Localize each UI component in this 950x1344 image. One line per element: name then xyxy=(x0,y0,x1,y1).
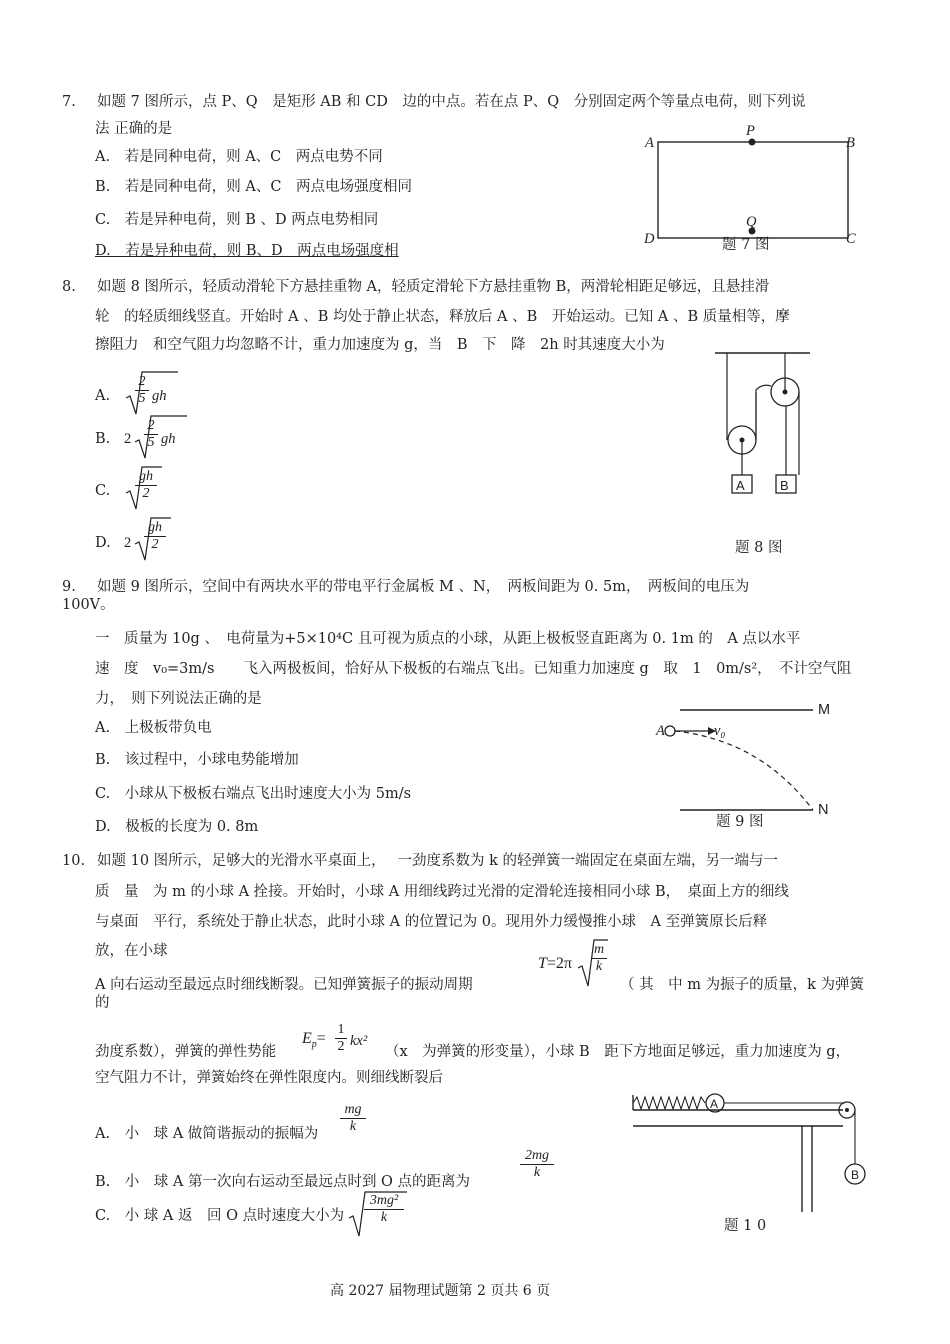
q10-stem-line5b: （ 其 中 m 为振子的质量，k 为弹簧 xyxy=(620,977,864,993)
q9-option-d: D. 极板的长度为 0. 8m xyxy=(95,819,259,835)
q10-period-formula: T=2π xyxy=(538,955,573,972)
q9-option-a: A. 上极板带负电 xyxy=(95,720,212,736)
q7-label-d: D xyxy=(644,231,655,247)
q10-stem-line1: 如题 10 图所示，足够大的光滑水平桌面上， 一劲度系数为 k 的轻弹簧一端固定在桌面左端，另一端与一 xyxy=(97,853,779,869)
q7-stem-line1: 如题 7 图所示，点 P、Q 是矩形 AB 和 CD 边的中点。若在点 P、Q 分别固定两个等量点电荷，则下列说 xyxy=(97,94,806,110)
q8-option-c-fraction: $\frac{gh}{2}$ xyxy=(135,469,157,502)
q10-stem-line6: 的 xyxy=(95,995,110,1011)
q9-number: 9. xyxy=(62,579,76,595)
q9-option-b: B. 该过程中，小球电势能增加 xyxy=(95,752,299,768)
q8-option-b-gh: gh xyxy=(161,431,176,447)
q10-period-fraction: $\frac{m}{k}$ xyxy=(591,942,607,975)
q10-option-b: B. 小 球 A 第一次向右运动至最远点时到 O 点的距离为 xyxy=(95,1174,471,1190)
q9-label-v0: v₀ xyxy=(714,723,726,739)
q10-option-a-fraction: $\frac{mg}{k}$ xyxy=(340,1102,366,1135)
q7-figure-caption: 题 7 图 xyxy=(722,237,770,253)
q7-label-a: A xyxy=(645,135,654,151)
q9-label-m: M xyxy=(818,702,831,718)
q10-label-a: A xyxy=(710,1097,719,1111)
q8-option-a-gh: gh xyxy=(152,388,167,404)
q9-stem-line4: 速 度 v₀=3m/s 飞入两极板间，恰好从下极板的右端点飞出。已知重力加速度 g 取 1 0m/s²， 不计空气阻 xyxy=(95,661,852,677)
q9-stem-line5: 力， 则下列说法正确的是 xyxy=(95,691,262,707)
q8-option-b-fraction: $\frac{2}{5}$ xyxy=(144,418,158,451)
q8-option-d-fraction: $\frac{gh}{2}$ xyxy=(144,520,166,553)
q9-figure-caption: 题 9 图 xyxy=(716,814,764,830)
q9-label-a: A xyxy=(656,723,665,739)
q10-number: 10. xyxy=(62,853,86,869)
q10-energy-tail: kx² xyxy=(350,1033,368,1049)
q9-option-c: C. 小球从下极板右端点飞出时速度大小为 5m/s xyxy=(95,786,412,802)
page-footer: 高 2027 届物理试题第 2 页共 6 页 xyxy=(330,1283,551,1299)
q8-label-a: A xyxy=(736,478,745,493)
q7-option-b: B. 若是同种电荷，则 A、C 两点电场强度相同 xyxy=(95,179,412,195)
q8-number: 8. xyxy=(62,279,76,295)
q10-option-c: C. 小 球 A 返 回 O 点时速度大小为 xyxy=(95,1208,345,1224)
q7-option-d: D. 若是异种电荷，则 B、D 两点电场强度相 xyxy=(95,243,399,259)
q10-stem-line3: 与桌面 平行，系统处于静止状态，此时小球 A 的位置记为 0。现用外力缓慢推小球 A 至弹簧原长后释 xyxy=(95,914,768,930)
q8-option-a-label: A. xyxy=(95,388,111,404)
q8-option-b-label: B. xyxy=(95,431,111,447)
q10-label-b: B xyxy=(851,1168,860,1182)
q7-number: 7. xyxy=(62,94,76,110)
q10-energy-formula-lhs: $E_p=$ xyxy=(302,1030,326,1051)
q9-figure-plates xyxy=(650,700,830,820)
q9-stem-line3: 一 质量为 10g 、 电荷量为+5×10⁴C 且可视为质点的小球，从距上极板竖直距离为 0. 1m 的 A 点以水平 xyxy=(95,631,801,647)
q8-option-a-fraction: $\frac{2}{5}$ xyxy=(135,374,149,407)
q7-stem-line2: 法 正确的是 xyxy=(95,121,173,137)
q10-energy-fraction: $\frac{1}{2}$ xyxy=(335,1022,347,1055)
q10-stem-line8: 空气阻力不计，弹簧始终在弹性限度内。则细线断裂后 xyxy=(95,1070,443,1086)
q8-option-d-coef: 2 xyxy=(124,535,132,551)
q8-option-b-coef: 2 xyxy=(124,431,132,447)
q8-figure-pulleys xyxy=(715,350,815,500)
q7-option-a: A. 若是同种电荷，则 A、C 两点电势不同 xyxy=(95,149,383,165)
q8-option-d-label: D. xyxy=(95,535,111,551)
q10-figure-caption: 题 1 0 xyxy=(724,1218,767,1234)
q10-stem-line2: 质 量 为 m 的小球 A 拴接。开始时，小球 A 用细线跨过光滑的定滑轮连接相同小球 B， 桌面上方的细线 xyxy=(95,884,789,900)
q8-option-c-label: C. xyxy=(95,483,111,499)
q9-stem-line2: 100V。 xyxy=(62,597,115,613)
q8-label-b: B xyxy=(780,478,789,493)
q7-option-c: C. 若是异种电荷，则 B 、D 两点电势相同 xyxy=(95,212,379,228)
q8-figure-caption: 题 8 图 xyxy=(735,540,783,556)
q7-label-p: P xyxy=(746,123,755,139)
q10-option-a: A. 小 球 A 做简谐振动的振幅为 xyxy=(95,1126,319,1142)
q10-stem-line7b: （x 为弹簧的形变量），小球 B 距下方地面足够远，重力加速度为 g， xyxy=(385,1044,851,1060)
q7-label-c: C xyxy=(846,231,856,247)
q9-stem-line1: 如题 9 图所示，空间中有两块水平的带电平行金属板 M 、N， 两板间距为 0. 5m， 两板间的电压为 xyxy=(97,579,750,595)
q10-figure-spring-table xyxy=(625,1090,880,1215)
q10-option-c-fraction: $\frac{\text{3mg²}}{k}$ xyxy=(364,1193,404,1226)
q10-option-b-fraction: $\frac{2mg}{k}$ xyxy=(520,1148,554,1181)
q8-stem-line1: 如题 8 图所示，轻质动滑轮下方悬挂重物 A，轻质定滑轮下方悬挂重物 B，两滑轮相距足够远，且悬挂滑 xyxy=(97,279,770,295)
q10-stem-line4: 放，在小球 xyxy=(95,943,168,959)
q7-label-b: B xyxy=(846,135,855,151)
q10-stem-line7a: 劲度系数），弹簧的弹性势能 xyxy=(95,1044,277,1060)
q7-label-q: Q xyxy=(746,214,757,230)
q8-stem-line2: 轮 的轻质细线竖直。开始时 A 、B 均处于静止状态，释放后 A 、B 开始运动。已知 A 、B 质量相等，摩 xyxy=(95,309,790,325)
q10-stem-line5a: A 向右运动至最远点时细线断裂。已知弹簧振子的振动周期 xyxy=(95,977,473,993)
q9-label-n: N xyxy=(818,802,829,818)
q8-stem-line3: 擦阻力 和空气阻力均忽略不计，重力加速度为 g，当 B 下 降 2h 时其速度大小为 xyxy=(95,337,665,353)
